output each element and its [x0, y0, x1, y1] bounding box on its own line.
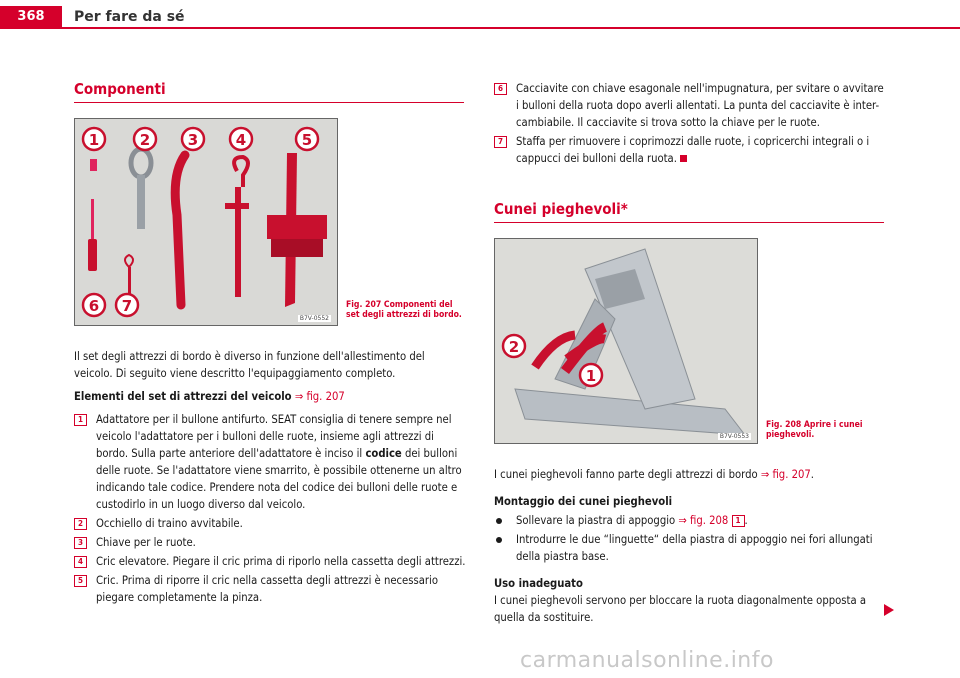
- right-body: [494, 466, 886, 626]
- section-rule: [494, 222, 884, 223]
- list-title-line: [74, 388, 466, 405]
- fig207-label: 6: [88, 297, 100, 315]
- left-column: [74, 80, 464, 103]
- tools-illustration: [75, 119, 337, 325]
- fig-link[interactable]: ⇒ fig. 208: [678, 514, 729, 527]
- wedge-illustration: [495, 239, 757, 443]
- item-badge: 7: [494, 136, 507, 148]
- page-number: 368: [0, 6, 62, 28]
- wedges-intro: I cunei pieghevoli fanno parte degli attrezzi di bordo ⇒ fig. 207.: [494, 468, 814, 481]
- item-badge: 2: [74, 518, 87, 530]
- list-item: 1 Adattatore per il bullone antifurto. SEAT consiglia di tenere sempre nel veicolo l'adattatore per i bulloni delle ruote, insieme agli attrezzi di bordo. Sulla parte anteriore dell'adattatore è inciso il codice dei bulloni delle ruote. Se l'adattatore viene smarrito, è possibile ottenerne un altro indicando tale codice. Prendere nota del codice dei bulloni delle ruote e custodirlo in un luogo diverso dal veicolo.: [74, 411, 466, 513]
- right-top: [494, 80, 886, 167]
- inline-badge: 1: [732, 515, 745, 527]
- item-badge: 4: [74, 556, 87, 568]
- item-badge: 5: [74, 575, 87, 587]
- fig207-label: 3: [187, 131, 199, 149]
- fig207-label: 7: [121, 297, 133, 315]
- item-badge: 6: [494, 83, 507, 95]
- list-item: 7 Staffa per rimuovere i coprimozzi dalle ruote, i copricerchi integrali o i cappucci dei bulloni della ruota.: [494, 133, 886, 167]
- left-body: [74, 348, 466, 606]
- end-marker: [680, 155, 687, 162]
- fig-link[interactable]: ⇒ fig. 207: [760, 468, 811, 481]
- item-badge: 1: [74, 414, 87, 426]
- fig207-label: 1: [88, 131, 100, 149]
- fig207-label: 4: [235, 131, 247, 149]
- misuse-text: I cunei pieghevoli servono per bloccare la ruota diagonalmente opposta a quella da sostituire.: [494, 594, 867, 624]
- misuse-title: Uso inadeguato: [494, 577, 583, 590]
- list-item: 2 Occhiello di traino avvitabile.: [74, 515, 466, 532]
- fig-link[interactable]: ⇒ fig. 207: [294, 390, 345, 403]
- fig207-label: 2: [139, 131, 151, 149]
- assembly-title: Montaggio dei cunei pieghevoli: [494, 495, 673, 508]
- page-header: [0, 0, 960, 28]
- figure-208: [494, 238, 758, 444]
- figure-code: B7V-0553: [719, 433, 749, 440]
- item-badge: 3: [74, 537, 87, 549]
- figure-208-caption: Fig. 208 Aprire i cunei pieghevoli.: [766, 420, 863, 440]
- next-page-arrow-icon[interactable]: [884, 604, 894, 616]
- fig208-label: 1: [585, 367, 597, 385]
- list-item: 5 Cric. Prima di riporre il cric nella cassetta degli attrezzi è necessario piegare completamente la pinza.: [74, 572, 466, 606]
- fig207-label: 5: [301, 131, 313, 149]
- header-rule: [0, 27, 960, 29]
- figure-207: [74, 118, 338, 326]
- list-item: 4 Cric elevatore. Piegare il cric prima di riporlo nella cassetta degli attrezzi.: [74, 553, 466, 570]
- fig208-label: 2: [508, 338, 520, 356]
- list-item: 3 Chiave per le ruote.: [74, 534, 466, 551]
- list-item: 6 Cacciavite con chiave esagonale nell'impugnatura, per svitare o avvitare i bulloni della ruota dopo averli allentati. La punta del cacciavite è inter-cambiabile. Il cacciavite si trova sotto la chiave per le ruote.: [494, 80, 886, 131]
- section-heading-cunei: Cunei pieghevoli*: [494, 200, 628, 218]
- list-title: Elementi del set di attrezzi del veicolo: [74, 390, 292, 403]
- intro-paragraph: Il set degli attrezzi di bordo è diverso in funzione dell'allestimento del veicolo. Di seguito viene descritto l'equipaggiamento completo.: [74, 350, 425, 380]
- right-heading-block: [494, 200, 884, 223]
- figure-207-caption: Fig. 207 Componenti del set degli attrezzi di bordo.: [346, 300, 462, 320]
- section-heading-componenti: Componenti: [74, 80, 166, 98]
- watermark: carmanualsonline.info: [520, 648, 774, 673]
- bullet-item: Introdurre le due “linguette“ della piastra di appoggio nei fori allungati della piastra base.: [494, 531, 886, 565]
- page-title: Per fare da sé: [74, 9, 185, 25]
- bullet-item: Sollevare la piastra di appoggio ⇒ fig. 208 1 .: [494, 512, 886, 529]
- figure-code: B7V-0552: [299, 315, 329, 322]
- section-rule: [74, 102, 464, 103]
